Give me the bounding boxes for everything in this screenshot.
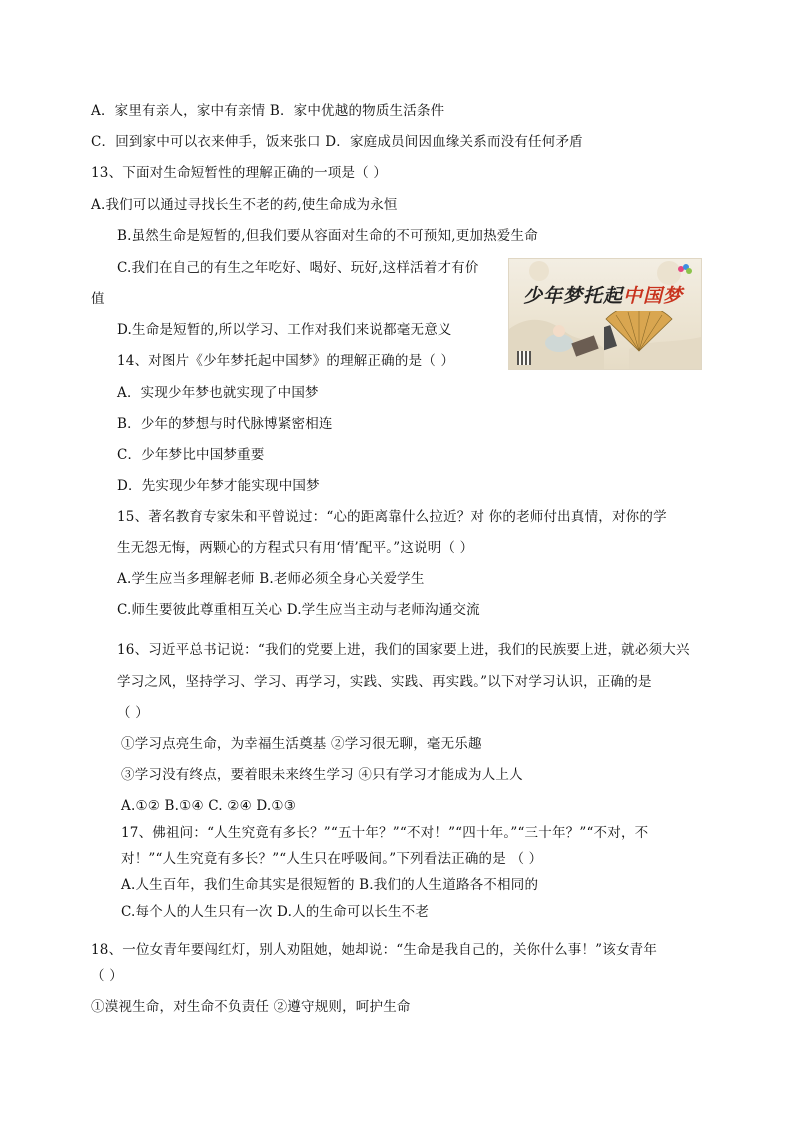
q13-option-c-cont: 值: [91, 291, 105, 307]
q16-answers: A.①② B.①④ C. ②④ D.①③: [121, 798, 297, 814]
q17-stem-line2: 对！”“人生究竟有多长？”“人生只在呼吸间。”下列看法正确的是 （ ）: [121, 851, 543, 867]
q15-stem-line2: 生无怨无悔，两颗心的方程式只有用‘情’配平。”这说明（ ）: [117, 540, 474, 556]
poster-title-part2: 中国梦: [623, 285, 684, 307]
q14-option-b: B．少年的梦想与时代脉博紧密相连: [117, 416, 333, 432]
q15-option-cd: C.师生要彼此尊重相互关心 D.学生应当主动与老师沟通交流: [117, 602, 480, 618]
q18-stem-line2: （ ）: [91, 968, 123, 984]
q14-option-d: D．先实现少年梦才能实现中国梦: [117, 478, 320, 494]
q15-option-ab: A.学生应当多理解老师 B.老师必须全身心关爱学生: [117, 571, 425, 587]
q12-option-ab: A．家里有亲人，家中有亲情 B．家中优越的物质生活条件: [91, 103, 445, 119]
q15-stem-line1: 15、著名教育专家朱和平曾说过：“心的距离靠什么拉近？对 你的老师付出真情，对你的学: [117, 509, 667, 525]
q14-option-a: A．实现少年梦也就实现了中国梦: [117, 385, 319, 401]
q13-stem: 13、下面对生命短暂性的理解正确的一项是（ ）: [91, 165, 388, 181]
q16-stem-line1: 16、习近平总书记说：“我们的党要上进，我们的国家要上进，我们的民族要上进，就必须大兴: [117, 642, 690, 658]
poster-title: [523, 281, 683, 308]
colorful-logo-icon: [677, 263, 693, 275]
q16-options-2: ③学习没有终点，要着眼未来终生学习 ④只有学习才能成为人上人: [121, 767, 523, 783]
q14-option-c: C．少年梦比中国梦重要: [117, 447, 265, 463]
poster-title-part1: 少年梦托起: [523, 285, 624, 307]
folding-fan-icon: [604, 311, 674, 353]
q16-options-1: ①学习点亮生命，为幸福生活奠基 ②学习很无聊，毫无乐趣: [121, 736, 482, 752]
q13-option-a: A.我们可以通过寻找长生不老的药,使生命成为永恒: [91, 197, 398, 213]
q17-stem-line1: 17、佛祖问：“人生究竟有多长？”“五十年？”“不对！”“四十年。”“三十年？”“不对，不: [121, 825, 649, 841]
q14-stem: 14、对图片《少年梦托起中国梦》的理解正确的是（ ）: [117, 353, 455, 369]
q17-option-cd: C.每个人的人生只有一次 D.人的生命可以长生不老: [121, 904, 430, 920]
q18-options-1: ①漠视生命，对生命不负责任 ②遵守规则，呵护生命: [91, 999, 411, 1015]
q18-stem-line1: 18、一位女青年要闯红灯，别人劝阻她，她却说：“生命是我自己的，关你什么事！”该女青年: [91, 942, 658, 958]
qr-code-icon: [517, 351, 531, 365]
q17-option-ab: A.人生百年，我们生命其实是很短暂的 B.我们的人生道路各不相同的: [121, 877, 539, 893]
q16-stem-line2: 学习之风，坚持学习、学习、再学习，实践、实践、再实践。”以下对学习认识，正确的是: [117, 674, 652, 690]
q13-option-c: C.我们在自己的有生之年吃好、喝好、玩好,这样活着才有价: [117, 260, 479, 276]
q13-option-d: D.生命是短暂的,所以学习、工作对我们来说都毫无意义: [117, 322, 452, 338]
q13-option-b: B.虽然生命是短暂的,但我们要从容面对生命的不可预知,更加热爱生命: [117, 228, 538, 244]
figure-illustration-icon: [537, 311, 607, 361]
q12-option-cd: C．回到家中可以衣来伸手，饭来张口 D．家庭成员间因血缘关系而没有任何矛盾: [91, 134, 583, 150]
poster-image: [508, 258, 702, 370]
q16-stem-line3: （ ）: [117, 705, 149, 721]
